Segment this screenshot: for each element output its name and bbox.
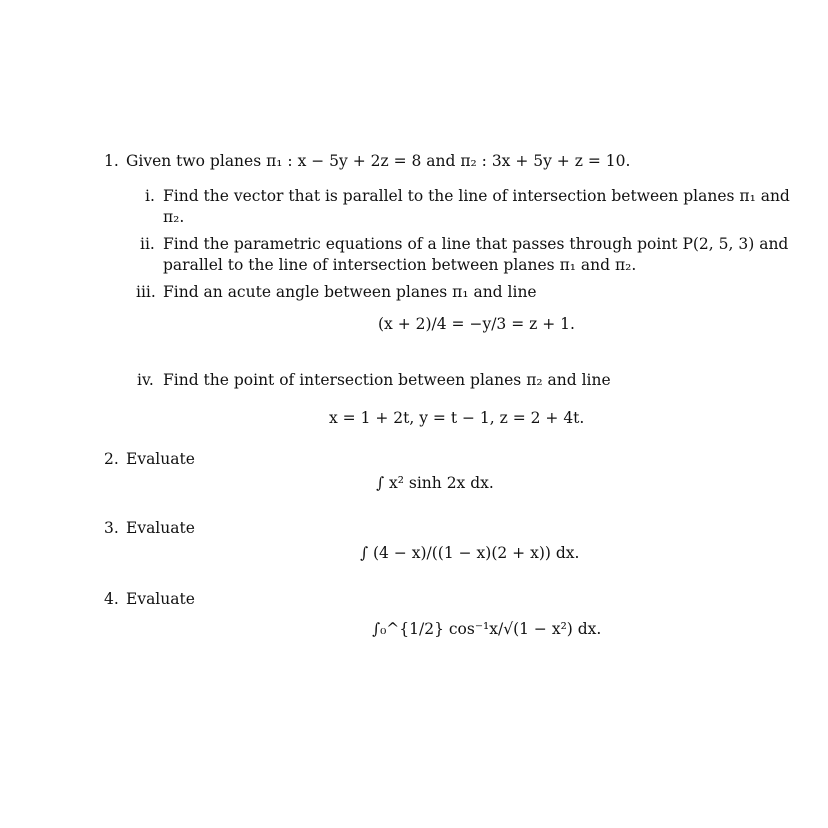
q1-part-ii-line2: parallel to the line of intersection between planes π₁ and π₂. [163,256,637,274]
q1-part-iii-label: iii. [136,283,156,301]
q3-integral: ∫ (4 − x)/((1 − x)(2 + x)) dx. [360,544,580,562]
q4-integral: ∫₀^{1/2} cos⁻¹x/√(1 − x²) dx. [372,620,602,638]
q2-integral: ∫ x² sinh 2x dx. [376,474,494,492]
q1-part-iii-line1: Find an acute angle between planes π₁ and line [163,283,537,301]
q1-number: 1. [104,152,119,170]
q1-intro: Given two planes π₁ : x − 5y + 2z = 8 and π₂ : 3x + 5y + z = 10. [126,152,631,170]
q1-part-i-label: i. [145,187,155,205]
q1-part-i-line2: π₂. [163,208,185,226]
q3-number: 3. [104,519,119,537]
q1-part-ii-line1: Find the parametric equations of a line that passes through point P(2, 5, 3) and [163,235,789,253]
q3-text: Evaluate [126,519,195,537]
q2-text: Evaluate [126,450,195,468]
q1-part-ii-label: ii. [140,235,155,253]
q1-part-iv-line1: Find the point of intersection between planes π₂ and line [163,371,611,389]
q4-number: 4. [104,590,119,608]
q1-part-iii-equation: (x + 2)/4 = −y/3 = z + 1. [378,315,575,333]
q2-number: 2. [104,450,119,468]
q4-text: Evaluate [126,590,195,608]
q1-part-iv-label: iv. [137,371,154,389]
q1-part-i-line1: Find the vector that is parallel to the line of intersection between planes π₁ and [163,187,790,205]
q1-part-iv-equation: x = 1 + 2t, y = t − 1, z = 2 + 4t. [329,409,585,427]
